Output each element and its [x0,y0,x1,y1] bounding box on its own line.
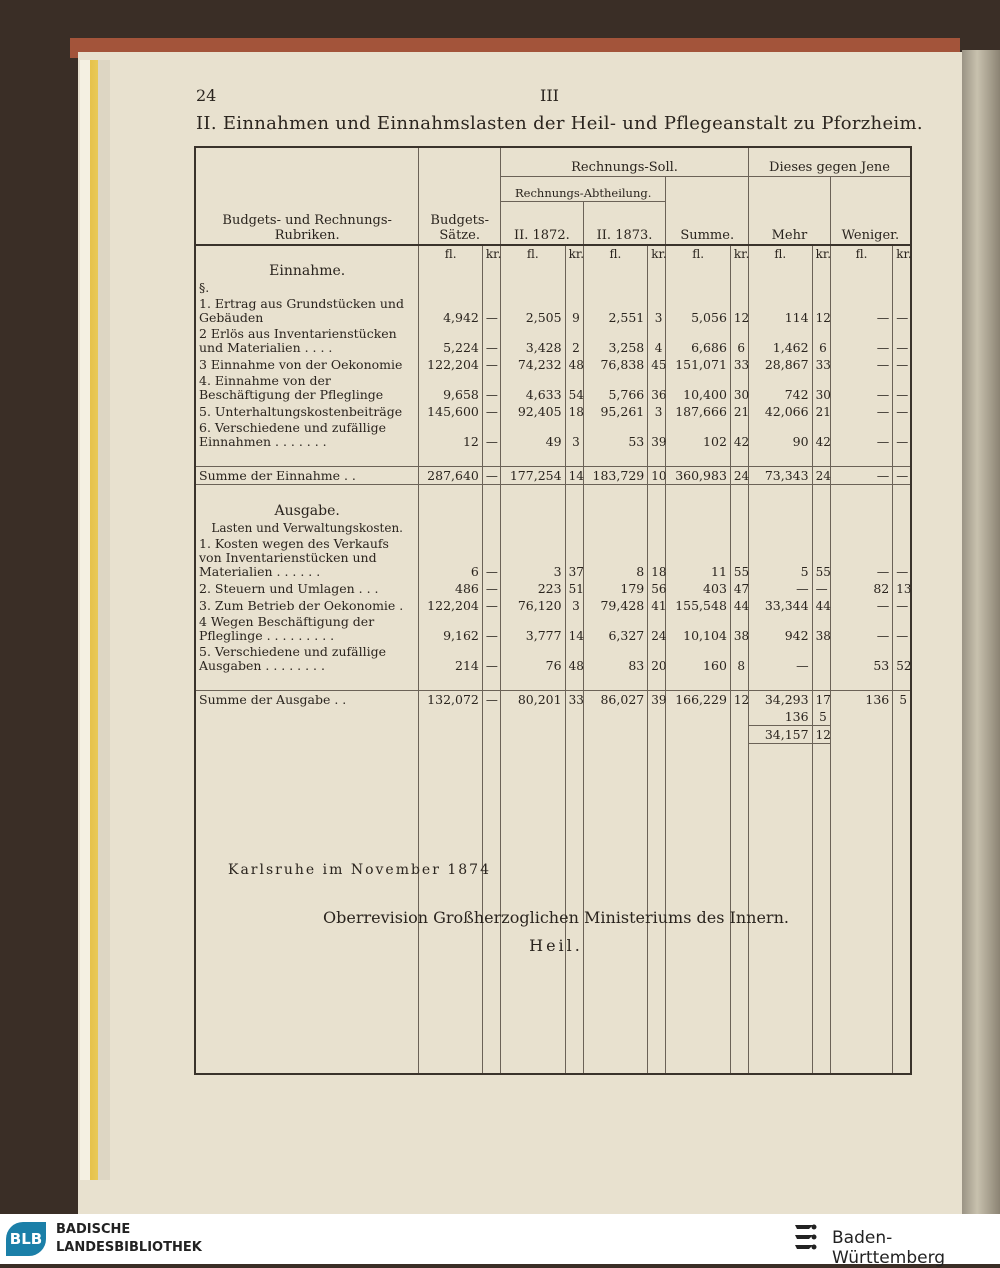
abtheilung-1872-kr: 3 [565,597,583,614]
lions-coat-of-arms-icon [792,1222,820,1254]
weniger-value: — [830,326,893,356]
mehr-kr: 24 [812,467,830,485]
weniger-kr: — [893,356,911,373]
summe-kr: 30 [730,373,748,403]
unit-fl: fl. [501,245,566,262]
budget-kr: — [482,614,500,644]
abtheilung-1872-kr: 14 [565,614,583,644]
row-label: 5. Verschiedene und zufällige Ausgaben . . . . . . . . [195,644,419,674]
header-rechnungs-abtheilung: Rechnungs-Abtheilung. [501,177,666,202]
abtheilung-1872-kr: 33 [565,691,583,709]
weniger-kr: — [893,597,911,614]
table-row [195,356,911,373]
mehr-kr: 30 [812,373,830,403]
abtheilung-1872-kr: 2 [565,326,583,356]
weniger-value: — [830,356,893,373]
mehr-kr: 44 [812,597,830,614]
section-mark: §. [195,280,419,296]
budget-value: 12 [419,420,483,450]
budget-kr: — [482,356,500,373]
header-rubriken: Budgets- und Rechnungs-Rubriken. [195,147,419,245]
budget-kr: — [482,467,500,485]
summe-value: 187,666 [666,403,731,420]
mehr-kr: 17 [812,691,830,709]
total-label: Summe der Ausgabe . . [195,691,419,709]
abtheilung-1872-kr: 18 [565,403,583,420]
budget-kr: — [482,536,500,580]
abtheilung-1873-value: 83 [583,644,648,674]
summe-value: 10,104 [666,614,731,644]
summe-kr: 33 [730,356,748,373]
unit-fl: fl. [749,245,813,262]
abtheilung-1872-kr: 14 [565,467,583,485]
budget-kr: — [482,644,500,674]
weniger-value: 136 [830,691,893,709]
sheet-number: III [540,86,559,105]
mehr-value: 73,343 [749,467,813,485]
budget-kr: — [482,296,500,326]
abtheilung-1873-kr: 10 [648,467,666,485]
budget-kr: — [482,420,500,450]
unit-fl: fl. [583,245,648,262]
weniger-value: — [830,597,893,614]
header-budget-saetze: Budgets-Sätze. [419,147,501,245]
abtheilung-1872-kr: 48 [565,644,583,674]
row-label: 5. Unterhaltungskostenbeiträge [195,403,419,420]
weniger-kr: 5 [893,691,911,709]
summe-value: 10,400 [666,373,731,403]
mehr-kr: 33 [812,356,830,373]
row-label: 4 Wegen Beschäftigung der Pfleglinge . . . . . . . . . [195,614,419,644]
weniger-value: 53 [830,644,893,674]
abtheilung-1873-kr: 24 [648,614,666,644]
summe-value: 102 [666,420,731,450]
mehr-value: 28,867 [749,356,813,373]
blb-logo[interactable]: BLB [6,1222,46,1256]
row-label: 4. Einnahme von der Beschäftigung der Pfleglinge [195,373,419,403]
row-label: 1. Ertrag aus Grundstücken und Gebäuden [195,296,419,326]
mehr-kr: 12 [812,296,830,326]
abtheilung-1873-kr: 39 [648,691,666,709]
abtheilung-1872-value: 4,633 [501,373,566,403]
abtheilung-1873-value: 86,027 [583,691,648,709]
budget-value: 122,204 [419,356,483,373]
row-label: 2 Erlös aus Inventarienstücken und Materialien . . . . [195,326,419,356]
mehr-net: 34,157 [749,726,813,744]
weniger-kr: — [893,536,911,580]
summe-value: 403 [666,580,731,597]
mehr-kr: — [812,580,830,597]
mehr-value: — [749,644,813,674]
row-label: 3 Einnahme von der Oekonomie [195,356,419,373]
budget-value: 122,204 [419,597,483,614]
mehr-value: 33,344 [749,597,813,614]
abtheilung-1873-kr: 20 [648,644,666,674]
table-row [195,580,911,597]
summe-value: 151,071 [666,356,731,373]
abtheilung-1872-value: 177,254 [501,467,566,485]
header-1873: II. 1873. [583,202,666,246]
summe-kr: 44 [730,597,748,614]
mehr-minus: 136 [749,708,813,726]
budget-value: 5,224 [419,326,483,356]
table-row [195,536,911,580]
weniger-value: — [830,403,893,420]
summe-kr: 38 [730,614,748,644]
summe-kr: 21 [730,403,748,420]
abtheilung-1872-value: 223 [501,580,566,597]
abtheilung-1873-kr: 39 [648,420,666,450]
unit-fl: fl. [666,245,731,262]
weniger-value: — [830,373,893,403]
weniger-kr: — [893,403,911,420]
table-row [195,644,911,674]
weniger-value: — [830,614,893,644]
mehr-value: 34,293 [749,691,813,709]
abtheilung-1873-kr: 56 [648,580,666,597]
mehr-kr: 42 [812,420,830,450]
abtheilung-1872-value: 3 [501,536,566,580]
mehr-value: 42,066 [749,403,813,420]
budget-value: 4,942 [419,296,483,326]
unit-kr: kr. [730,245,748,262]
budget-value: 214 [419,644,483,674]
weniger-value: — [830,467,893,485]
mehr-kr [812,644,830,674]
header-mehr: Mehr [749,177,831,246]
abtheilung-1872-value: 74,232 [501,356,566,373]
budget-kr: — [482,403,500,420]
abtheilung-1872-value: 3,428 [501,326,566,356]
abtheilung-1873-kr: 45 [648,356,666,373]
ausgabe-total-row [195,691,911,709]
header-rechnungs-soll: Rechnungs-Soll. [501,147,749,177]
mehr-kr: 6 [812,326,830,356]
page-title: II. Einnahmen und Einnahmslasten der Heil- und Pflegeanstalt zu Pforzheim. [196,113,923,134]
summe-kr: 12 [730,296,748,326]
mehr-value: 942 [749,614,813,644]
abtheilung-1872-kr: 51 [565,580,583,597]
weniger-kr: — [893,614,911,644]
abtheilung-1873-kr: 4 [648,326,666,356]
weniger-kr: — [893,373,911,403]
weniger-kr: — [893,296,911,326]
blb-name-line2: LANDESBIBLIOTHEK [56,1240,202,1255]
weniger-value: — [830,536,893,580]
budget-value: 6 [419,536,483,580]
header-weniger: Weniger. [830,177,911,246]
abtheilung-1873-kr: 41 [648,597,666,614]
summe-kr: 12 [730,691,748,709]
page-gutter [80,60,110,1180]
header-1872: II. 1872. [501,202,584,246]
summe-kr: 6 [730,326,748,356]
abtheilung-1872-value: 2,505 [501,296,566,326]
blb-name-line1: BADISCHE [56,1222,131,1237]
abtheilung-1873-kr: 3 [648,296,666,326]
abtheilung-1873-value: 179 [583,580,648,597]
weniger-value: — [830,420,893,450]
summe-value: 11 [666,536,731,580]
abtheilung-1873-value: 5,766 [583,373,648,403]
budget-value: 9,658 [419,373,483,403]
budget-value: 287,640 [419,467,483,485]
summe-kr: 8 [730,644,748,674]
abtheilung-1872-value: 92,405 [501,403,566,420]
abtheilung-1873-kr: 3 [648,403,666,420]
budget-value: 132,072 [419,691,483,709]
mehr-kr: 55 [812,536,830,580]
summe-kr: 55 [730,536,748,580]
mehr-value: 90 [749,420,813,450]
table-row [195,326,911,356]
mehr-minus-kr: 5 [812,708,830,726]
mehr-value: 742 [749,373,813,403]
abtheilung-1873-kr: 18 [648,536,666,580]
weniger-kr: 52 [893,644,911,674]
mehr-value: — [749,580,813,597]
mehr-value: 5 [749,536,813,580]
abtheilung-1873-kr: 36 [648,373,666,403]
ausgabe-subheading: Lasten und Verwaltungskosten. [195,520,419,536]
budget-value: 145,600 [419,403,483,420]
table-row [195,420,911,450]
budget-kr: — [482,597,500,614]
abtheilung-1872-kr: 37 [565,536,583,580]
header-summe: Summe. [666,177,749,246]
blb-name[interactable] [56,1221,202,1257]
abtheilung-1873-value: 79,428 [583,597,648,614]
page-number: 24 [196,86,217,105]
abtheilung-1872-kr: 3 [565,420,583,450]
budget-value: 9,162 [419,614,483,644]
state-name[interactable]: Baden-Württemberg [832,1228,946,1268]
mehr-kr: 21 [812,403,830,420]
abtheilung-1873-value: 3,258 [583,326,648,356]
table-row [195,614,911,644]
abtheilung-1872-value: 80,201 [501,691,566,709]
einnahme-heading: Einnahme. [195,262,419,280]
place-date: Karlsruhe im November 1874 [228,862,491,878]
row-label: 6. Verschiedene und zufällige Einnahmen . . . . . . . [195,420,419,450]
issuing-office: Oberrevision Großherzoglichen Ministeriums des Innern. [323,908,789,927]
summe-value: 360,983 [666,467,731,485]
table-row [195,373,911,403]
summe-value: 160 [666,644,731,674]
budget-kr: — [482,373,500,403]
table-row [195,296,911,326]
unit-kr: kr. [893,245,911,262]
abtheilung-1873-value: 95,261 [583,403,648,420]
summe-value: 166,229 [666,691,731,709]
mehr-value: 114 [749,296,813,326]
row-label: 2. Steuern und Umlagen . . . [195,580,419,597]
row-label: 3. Zum Betrieb der Oekonomie . [195,597,419,614]
signature: Heil. [529,936,583,955]
unit-fl: fl. [419,245,483,262]
abtheilung-1872-value: 76 [501,644,566,674]
abtheilung-1873-value: 183,729 [583,467,648,485]
weniger-value: 82 [830,580,893,597]
abtheilung-1873-value: 2,551 [583,296,648,326]
facing-page-edge [962,50,1000,1214]
mehr-net-kr: 12 [812,726,830,744]
budget-kr: — [482,580,500,597]
abtheilung-1872-value: 3,777 [501,614,566,644]
weniger-kr: 13 [893,580,911,597]
weniger-kr: — [893,467,911,485]
total-label: Summe der Einnahme . . [195,467,419,485]
table-row [195,403,911,420]
abtheilung-1873-value: 8 [583,536,648,580]
summe-kr: 24 [730,467,748,485]
budget-kr: — [482,326,500,356]
unit-kr: kr. [648,245,666,262]
abtheilung-1873-value: 76,838 [583,356,648,373]
weniger-kr: — [893,420,911,450]
mehr-kr: 38 [812,614,830,644]
unit-kr: kr. [565,245,583,262]
abtheilung-1873-value: 53 [583,420,648,450]
abtheilung-1872-kr: 54 [565,373,583,403]
budget-value: 486 [419,580,483,597]
summe-kr: 47 [730,580,748,597]
weniger-kr: — [893,326,911,356]
abtheilung-1872-kr: 9 [565,296,583,326]
unit-kr: kr. [482,245,500,262]
table-row [195,597,911,614]
abtheilung-1872-value: 49 [501,420,566,450]
summe-value: 5,056 [666,296,731,326]
budget-kr: — [482,691,500,709]
summe-value: 155,548 [666,597,731,614]
mehr-value: 1,462 [749,326,813,356]
weniger-value: — [830,296,893,326]
unit-fl: fl. [830,245,893,262]
summe-kr: 42 [730,420,748,450]
header-dieses-gegen-jene: Dieses gegen Jene [749,147,911,177]
einnahme-total-row [195,467,911,485]
abtheilung-1872-kr: 48 [565,356,583,373]
abtheilung-1873-value: 6,327 [583,614,648,644]
unit-kr: kr. [812,245,830,262]
ausgabe-heading: Ausgabe. [195,485,419,521]
summe-value: 6,686 [666,326,731,356]
abtheilung-1872-value: 76,120 [501,597,566,614]
row-label: 1. Kosten wegen des Verkaufs von Inventarienstücken und Materialien . . . . . . [195,536,419,580]
